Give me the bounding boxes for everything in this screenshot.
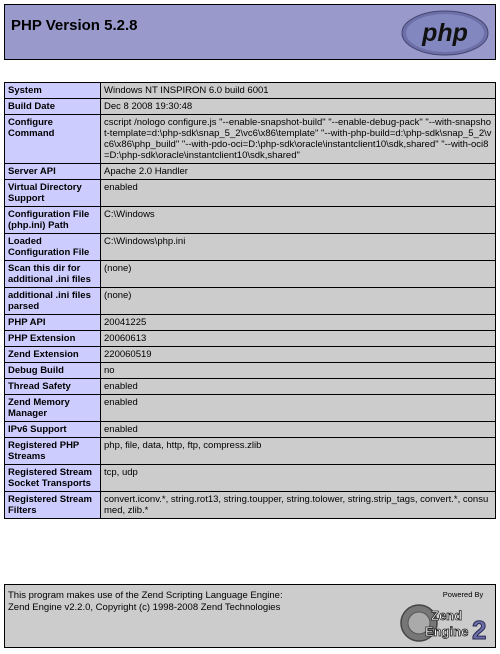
row-value: C:\Windows bbox=[101, 207, 496, 234]
php-logo-text: php bbox=[422, 19, 468, 47]
row-value: enabled bbox=[101, 422, 496, 438]
row-key: Thread Safety bbox=[5, 379, 101, 395]
row-key: Debug Build bbox=[5, 363, 101, 379]
row-key: Registered PHP Streams bbox=[5, 438, 101, 465]
row-key: Configure Command bbox=[5, 115, 101, 164]
table-row bbox=[5, 207, 496, 234]
footer-line1: This program makes use of the Zend Scripting Language Engine: bbox=[8, 590, 283, 601]
table-row bbox=[5, 363, 496, 379]
table-row bbox=[5, 395, 496, 422]
row-value: Dec 8 2008 19:30:48 bbox=[101, 99, 496, 115]
row-value: no bbox=[101, 363, 496, 379]
table-row bbox=[5, 492, 496, 519]
footer-line2: Zend Engine v2.2.0, Copyright (c) 1998-2008 Zend Technologies bbox=[8, 602, 281, 613]
row-value: Apache 2.0 Handler bbox=[101, 164, 496, 180]
table-row bbox=[5, 180, 496, 207]
table-row bbox=[5, 288, 496, 315]
table-row bbox=[5, 438, 496, 465]
table-row bbox=[5, 347, 496, 363]
row-key: Zend Extension bbox=[5, 347, 101, 363]
table-row bbox=[5, 379, 496, 395]
row-value: cscript /nologo configure.js "--enable-snapshot-build" "--enable-debug-pack" "--with-snapshot-template=d:\php-sdk\snap_5_2\vc6\x86\template" "--with-php-build=d:\php-sdk\snap_5_2\vc6\x86\php_build" "--with-pdo-oci=D:\php-sdk\oracle\instantclient10\sdk,shared" "--with-oci8=D:\php-sdk\oracle\instantclient10\sdk,shared" bbox=[101, 115, 496, 164]
page-header bbox=[4, 4, 496, 60]
row-value: C:\Windows\php.ini bbox=[101, 234, 496, 261]
table-row bbox=[5, 422, 496, 438]
table-row bbox=[5, 115, 496, 164]
row-key: PHP API bbox=[5, 315, 101, 331]
page-title: PHP Version 5.2.8 bbox=[11, 17, 138, 34]
row-key: PHP Extension bbox=[5, 331, 101, 347]
row-key: Zend Memory Manager bbox=[5, 395, 101, 422]
php-logo-icon[interactable] bbox=[401, 10, 489, 56]
row-key: Configuration File (php.ini) Path bbox=[5, 207, 101, 234]
row-key: additional .ini files parsed bbox=[5, 288, 101, 315]
table-row bbox=[5, 315, 496, 331]
table-row bbox=[5, 261, 496, 288]
row-key: Loaded Configuration File bbox=[5, 234, 101, 261]
row-value: (none) bbox=[101, 261, 496, 288]
row-value: (none) bbox=[101, 288, 496, 315]
row-value: php, file, data, http, ftp, compress.zlib bbox=[101, 438, 496, 465]
row-key: Build Date bbox=[5, 99, 101, 115]
table-row bbox=[5, 465, 496, 492]
zend-engine-logo-icon[interactable] bbox=[391, 587, 491, 645]
row-key: IPv6 Support bbox=[5, 422, 101, 438]
row-value: enabled bbox=[101, 180, 496, 207]
engine-version: 2 bbox=[472, 615, 487, 645]
row-key: Scan this dir for additional .ini files bbox=[5, 261, 101, 288]
row-value: 20060613 bbox=[101, 331, 496, 347]
info-table bbox=[4, 82, 496, 519]
zend-word: Zend bbox=[431, 608, 463, 623]
row-value: Windows NT INSPIRON 6.0 build 6001 bbox=[101, 83, 496, 99]
row-key: Server API bbox=[5, 164, 101, 180]
table-row bbox=[5, 331, 496, 347]
row-key: Virtual Directory Support bbox=[5, 180, 101, 207]
row-value: 220060519 bbox=[101, 347, 496, 363]
row-key: System bbox=[5, 83, 101, 99]
table-row bbox=[5, 164, 496, 180]
table-row bbox=[5, 234, 496, 261]
row-value: enabled bbox=[101, 395, 496, 422]
table-row bbox=[5, 99, 496, 115]
table-row bbox=[5, 83, 496, 99]
engine-word: Engine bbox=[425, 624, 469, 639]
powered-by-label: Powered By bbox=[442, 590, 484, 599]
row-value: convert.iconv.*, string.rot13, string.toupper, string.tolower, string.strip_tags, convert.*, consumed, zlib.* bbox=[101, 492, 496, 519]
row-value: tcp, udp bbox=[101, 465, 496, 492]
row-key: Registered Stream Filters bbox=[5, 492, 101, 519]
row-value: 20041225 bbox=[101, 315, 496, 331]
row-key: Registered Stream Socket Transports bbox=[5, 465, 101, 492]
row-value: enabled bbox=[101, 379, 496, 395]
footer bbox=[4, 584, 496, 648]
